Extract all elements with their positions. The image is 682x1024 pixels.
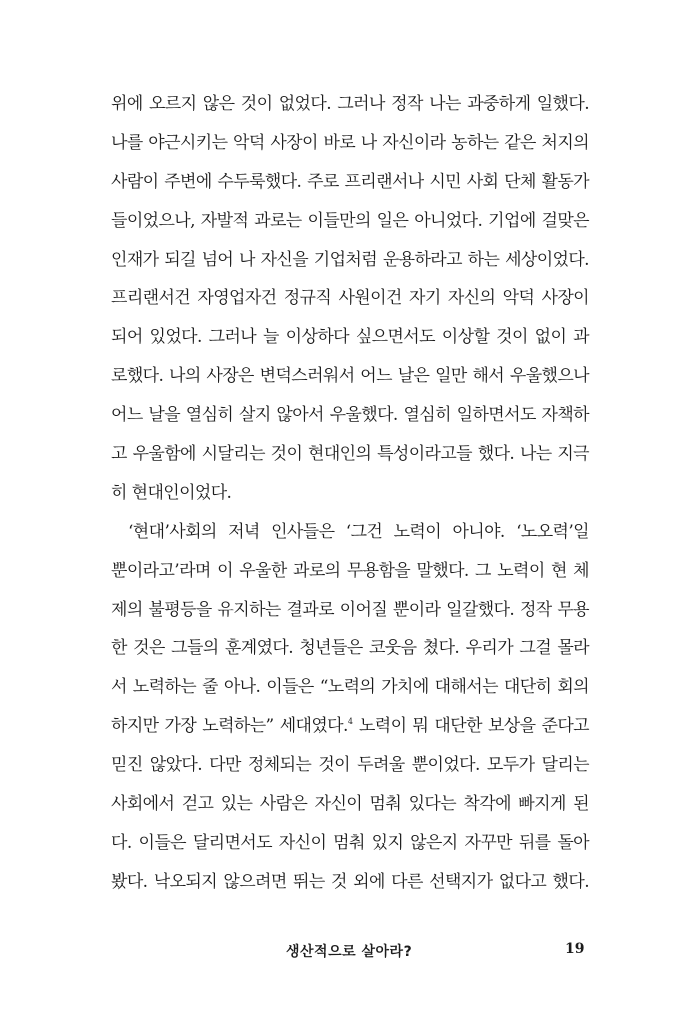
text-line: 다. 이들은 달리면서도 자신이 멈춰 있지 않은지 자꾸만 뒤를 돌아 [111, 832, 589, 853]
text-line: 사회에서 걷고 있는 사람은 자신이 멈춰 있다는 착각에 빠지게 된 [111, 794, 589, 815]
footnote-marker[interactable]: 4 [347, 717, 353, 727]
text-line: 어느 날을 열심히 살지 않아서 우울했다. 열심히 일하면서도 자책하 [111, 405, 589, 426]
running-title: 생산적으로 살아라? [286, 944, 413, 960]
text-line: 한 것은 그들의 훈계였다. 청년들은 코웃음 쳤다. 우리가 그걸 몰라 [111, 638, 589, 659]
text-line: 봤다. 낙오되지 않으려면 뛰는 것 외에 다른 선택지가 없다고 했다. [111, 871, 589, 892]
page-number: 19 [565, 941, 585, 957]
text-segment: 하지만 가장 노력하는” 세대였다. [111, 716, 348, 737]
text-line-with-footnote [111, 707, 589, 746]
text-line: 뿐이라고’라며 이 우울한 과로의 무용함을 말했다. 그 노력이 현 체 [111, 560, 589, 581]
text-line: 되어 있었다. 그러나 늘 이상하다 싶으면서도 이상할 것이 없이 과 [111, 327, 589, 348]
text-segment: 노력이 뭐 대단한 보상을 준다고 [352, 716, 589, 737]
paragraph-2 [111, 513, 589, 902]
page-footer [0, 941, 682, 965]
text-line: 고 우울함에 시달리는 것이 현대인의 특성이라고들 했다. 나는 지극 [111, 444, 589, 465]
text-line: 위에 오르지 않은 것이 없었다. 그러나 정작 나는 과중하게 일했다. [111, 94, 589, 114]
text-line: 프리랜서건 자영업자건 정규직 사원이건 자기 자신의 악덕 사장이 [111, 288, 589, 309]
text-line: 사람이 주변에 수두룩했다. 주로 프리랜서나 시민 사회 단체 활동가 [111, 171, 589, 192]
text-line: 나를 야근시키는 악덕 사장이 바로 나 자신이라 농하는 같은 처지의 [111, 132, 589, 153]
text-line: 서 노력하는 줄 아나. 이들은 “노력의 가치에 대해서는 대단히 회의 [111, 677, 589, 698]
text-line: 들이었으나, 자발적 과로는 이들만의 일은 아니었다. 기업에 걸맞은 [111, 210, 589, 231]
text-line: ‘현대’사회의 저녁 인사들은 ‘그건 노력이 아니야. ‘노오력’일 [128, 521, 589, 542]
paragraph-1 [111, 85, 589, 513]
text-line: 히 현대인이었다. [111, 482, 232, 503]
text-line: 믿진 않았다. 다만 정체되는 것이 두려울 뿐이었다. 모두가 달리는 [111, 755, 589, 776]
text-line: 제의 불평등을 유지하는 결과로 이어질 뿐이라 일갈했다. 정작 무용 [111, 599, 589, 620]
page-body [111, 85, 589, 902]
text-line: 인재가 되길 넘어 나 자신을 기업처럼 운용하라고 하는 세상이었다. [111, 249, 589, 270]
text-line: 로했다. 나의 사장은 변덕스러워서 어느 날은 일만 해서 우울했으나 [111, 366, 589, 387]
